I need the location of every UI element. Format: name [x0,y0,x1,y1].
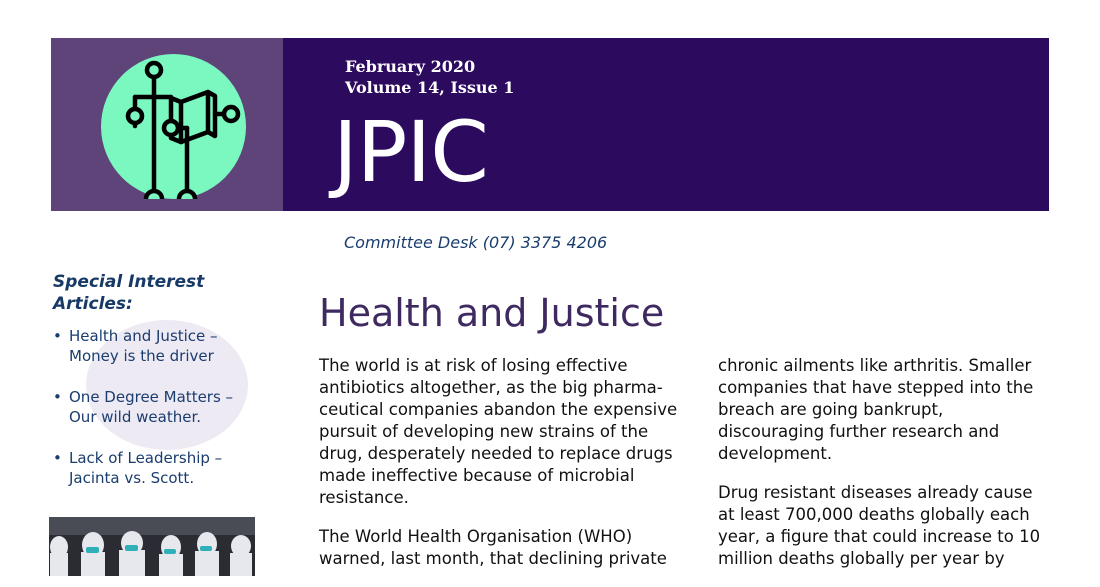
sidebar-heading [53,271,204,315]
article-paragraph [319,526,681,570]
sidebar-photo [49,517,255,576]
article-column-right [718,355,1080,587]
list-item-text: One Degree Matters – [69,388,234,406]
text-line: The world is at risk of losing effective [319,356,628,375]
list-item-text: Lack of Leadership – [69,449,223,467]
logo-panel [51,38,283,211]
text-line: drug, desperately needed to replace drugs [319,444,673,463]
bullet-icon: • [53,388,62,406]
text-line: breach are going bankrupt, [718,400,944,419]
list-item-text: Jacinta vs. Scott. [69,469,195,487]
text-line: resistance. [319,488,409,507]
article-paragraph [718,355,1080,465]
sidebar-heading-line: Special Interest [53,272,205,292]
sidebar-heading-line: Articles: [53,294,133,314]
text-line: year, a figure that could increase to 10 [718,527,1041,546]
text-line: made ineffective because of microbial [319,466,635,485]
masthead-banner [283,38,1049,211]
list-item-text: Money is the driver [69,347,214,365]
text-line: The World Health Organisation (WHO) [319,527,633,546]
list-item-text: Our wild weather. [69,408,202,426]
logo [101,54,246,199]
text-line: pursuit of developing new strains of the [319,422,649,441]
bullet-icon: • [53,449,62,467]
text-line: ceutical companies abandon the expensive [319,400,678,419]
newsletter-title: JPIC [333,103,488,201]
text-line: companies that have stepped into the [718,378,1034,397]
text-line: discouraging further research and [718,422,1000,441]
text-line: chronic ailments like arthritis. Smaller [718,356,1032,375]
text-line: at least 700,000 deaths globally each [718,505,1030,524]
circuit-book-icon [101,54,246,199]
bullet-icon: • [53,327,62,345]
list-item-text: Health and Justice – [69,327,218,345]
text-line: development. [718,444,833,463]
text-line: warned, last month, that declining private [319,549,667,568]
committee-contact: Committee Desk (07) 3375 4206 [344,233,608,252]
hazmat-workers-photo [49,517,255,576]
issue-date: February 2020 [345,57,476,76]
list-item[interactable] [53,326,273,366]
article-title: Health and Justice [319,291,665,335]
issue-volume: Volume 14, Issue 1 [345,78,515,97]
special-articles-list [53,326,273,509]
article-paragraph [319,355,681,509]
text-line: antibiotics altogether, as the big pharma- [319,378,663,397]
text-line: million deaths globally per year by [718,549,1005,568]
text-line: Drug resistant diseases already cause [718,483,1033,502]
list-item[interactable] [53,448,273,488]
list-item[interactable] [53,387,273,427]
article-paragraph [718,482,1080,570]
article-column-left [319,355,681,587]
